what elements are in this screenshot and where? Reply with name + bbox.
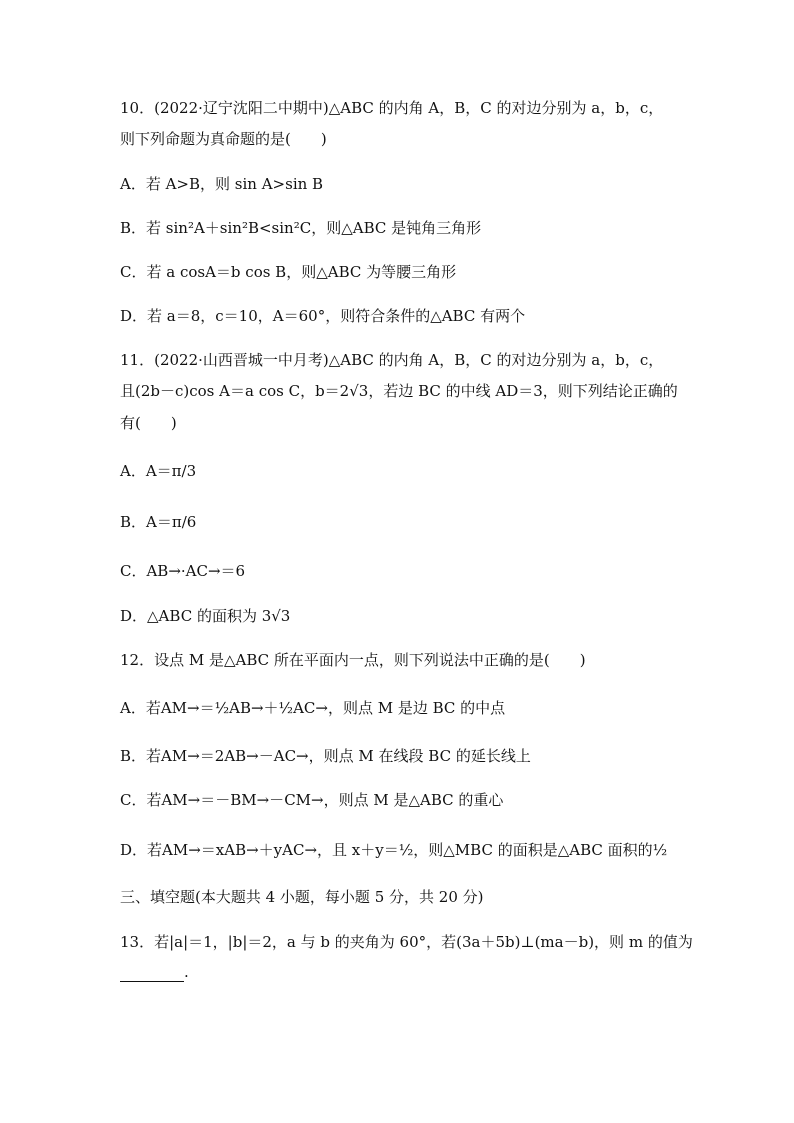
q12-stem: 12．设点 M 是△ABC 所在平面内一点，则下列说法中正确的是( ) [120,651,586,669]
q13-stem: 13．若|a|＝1，|b|＝2，a 与 b 的夹角为 60°，若(3a＋5b)⊥(ma－b)，则 m 的值为 [120,933,693,951]
q11-stem-line3: 有( ) [120,414,177,432]
section3-title: 三、填空题(本大题共 4 小题，每小题 5 分，共 20 分) [120,888,484,906]
q10-option-c: C．若 a cosA＝b cos B，则△ABC 为等腰三角形 [120,263,457,281]
q11-option-c: C．AB→·AC→＝6 [120,562,246,580]
q12-option-a: A．若AM→＝½AB→＋½AC→，则点 M 是边 BC 的中点 [120,699,506,717]
q10-option-a: A．若 A>B，则 sin A>sin B [120,175,324,193]
q12-option-b: B．若AM→＝2AB→－AC→，则点 M 在线段 BC 的延长线上 [120,747,531,765]
answer-blank[interactable] [120,967,184,982]
q13-tail: . [184,963,189,981]
q11-option-a: A．A＝π/3 [120,462,197,480]
q12-option-c: C．若AM→＝－BM→－CM→，则点 M 是△ABC 的重心 [120,791,504,809]
q11-stem-line1: 11．(2022·山西晋城一中月考)△ABC 的内角 A，B，C 的对边分别为 a，b，c， [120,351,664,369]
q11-option-b: B．A＝π/6 [120,513,197,531]
q12-option-d: D．若AM→＝xAB→＋yAC→，且 x＋y＝½，则△MBC 的面积是△ABC 面积的½ [120,841,668,859]
q13-answer-line [120,962,189,982]
q11-stem-line2: 且(2b－c)cos A＝a cos C，b＝2√3，若边 BC 的中线 AD＝3，则下列结论正确的 [120,382,678,400]
q10-stem-line2: 则下列命题为真命题的是( ) [120,130,327,148]
q11-option-d: D．△ABC 的面积为 3√3 [120,607,291,625]
q10-stem-line1: 10．(2022·辽宁沈阳二中期中)△ABC 的内角 A，B，C 的对边分别为 a，b，c， [120,99,664,117]
q10-option-b: B．若 sin²A＋sin²B<sin²C，则△ABC 是钝角三角形 [120,219,482,237]
q10-option-d: D．若 a＝8，c＝10，A＝60°，则符合条件的△ABC 有两个 [120,307,526,325]
